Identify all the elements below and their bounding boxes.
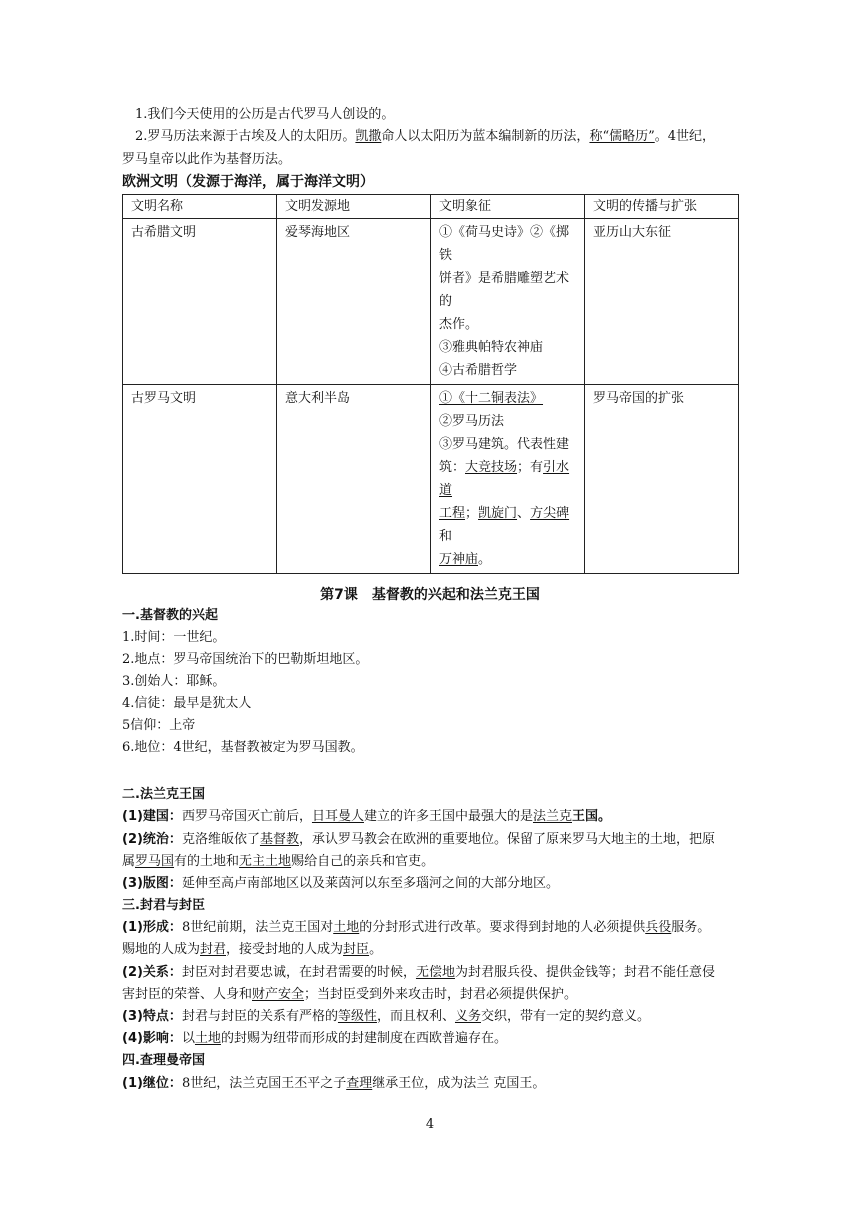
section-2-heading: 二.法兰克王国	[122, 787, 205, 802]
section-3-heading: 三.封君与封臣	[122, 898, 205, 913]
intro-paragraph-2: 2.罗马历法来源于古埃及人的太阳历。凯撒命人以太阳历为蓝本编制新的历法，称“儒略历”。4世纪，	[135, 129, 716, 144]
section-1-line: 6.地位：4世纪，基督教被定为罗马国教。	[122, 740, 364, 755]
section-3-paragraph: (4)影响：以土地的封赐为纽带而形成的封建制度在西欧普遍存在。	[122, 1031, 507, 1046]
civ-origin-cell: 意大利半岛	[277, 385, 431, 574]
section-1-line: 5信仰：上帝	[122, 718, 196, 733]
header-cell: 文明名称	[123, 195, 277, 219]
intro-paragraph-3: 罗马皇帝以此作为基督历法。	[122, 152, 292, 167]
civ-spread-cell: 亚历山大东征	[585, 219, 739, 385]
section-4-paragraph: (1)继位：8世纪，法兰克国王丕平之子查理继承王位，成为法兰 克国王。	[122, 1076, 546, 1091]
section-1-line: 1.时间：一世纪。	[122, 630, 226, 645]
table-row-greece	[123, 219, 739, 385]
civ-symbol-cell: ①《十二铜表法》 ②罗马历法 ③罗马建筑。代表性建 筑：大竞技场；有引水道 工程；凯旋门、方尖碑和 万神庙。	[431, 385, 585, 574]
section-1-line: 4.信徒：最早是犹太人	[122, 696, 252, 711]
header-cell: 文明的传播与扩张	[585, 195, 739, 219]
civ-symbol-cell: ①《荷马史诗》②《掷铁 饼者》是希腊雕塑艺术的 杰作。 ③雅典帕特农神庙 ④古希腊哲学	[431, 219, 585, 385]
section-3-paragraph: 害封臣的荣誉、人身和财产安全；当封臣受到外来攻击时，封君必须提供保护。	[122, 987, 578, 1002]
section-2-paragraph: 属罗马国有的土地和无主土地赐给自己的亲兵和官吏。	[122, 854, 435, 869]
civ-name-cell: 古罗马文明	[123, 385, 277, 574]
section-1-line: 2.地点：罗马帝国统治下的巴勒斯坦地区。	[122, 652, 369, 667]
table-row-rome	[123, 385, 739, 574]
section-3-paragraph: (3)特点：封君与封臣的关系有严格的等级性，而且权利、义务交织，带有一定的契约意义。	[122, 1009, 651, 1024]
caesar-term: 凯撒	[355, 129, 382, 144]
section-3-paragraph: 赐地的人成为封君，接受封地的人成为封臣。	[122, 942, 383, 957]
page-number: 4	[425, 1117, 435, 1132]
civ-origin-cell: 爱琴海地区	[277, 219, 431, 385]
civilization-table	[122, 194, 739, 574]
lesson-title: 第7课 基督教的兴起和法兰克王国	[320, 587, 540, 603]
section-2-paragraph: (1)建国：西罗马帝国灭亡前后，日耳曼人建立的许多王国中最强大的是法兰克王国。	[122, 809, 612, 824]
section-3-paragraph: (2)关系：封臣对封君要忠诚，在封君需要的时候，无偿地为封君服兵役、提供金钱等；封君不能任意侵	[122, 965, 715, 980]
section-2-paragraph: (3)版图：延伸至高卢南部地区以及莱茵河以东至多瑙河之间的大部分地区。	[122, 876, 559, 891]
section-1-heading: 一.基督教的兴起	[122, 608, 218, 623]
table-title: 欧洲文明（发源于海洋，属于海洋文明）	[122, 174, 374, 190]
section-3-paragraph: (1)形成：8世纪前期，法兰克王国对土地的分封形式进行改革。要求得到封地的人必须提供兵役服务。	[122, 920, 711, 935]
julian-calendar-term: 称“儒略历”	[589, 129, 655, 144]
section-1-line: 3.创始人：耶稣。	[122, 674, 226, 689]
civ-spread-cell: 罗马帝国的扩张	[585, 385, 739, 574]
section-2-paragraph: (2)统治：克洛维皈依了基督教，承认罗马教会在欧洲的重要地位。保留了原来罗马大地主的土地，把原	[122, 832, 715, 847]
section-4-heading: 四.查理曼帝国	[122, 1053, 205, 1068]
header-cell: 文明发源地	[277, 195, 431, 219]
table-header-row	[123, 195, 739, 219]
header-cell: 文明象征	[431, 195, 585, 219]
intro-paragraph-1: 1.我们今天使用的公历是古代罗马人创设的。	[135, 107, 395, 122]
civ-name-cell: 古希腊文明	[123, 219, 277, 385]
